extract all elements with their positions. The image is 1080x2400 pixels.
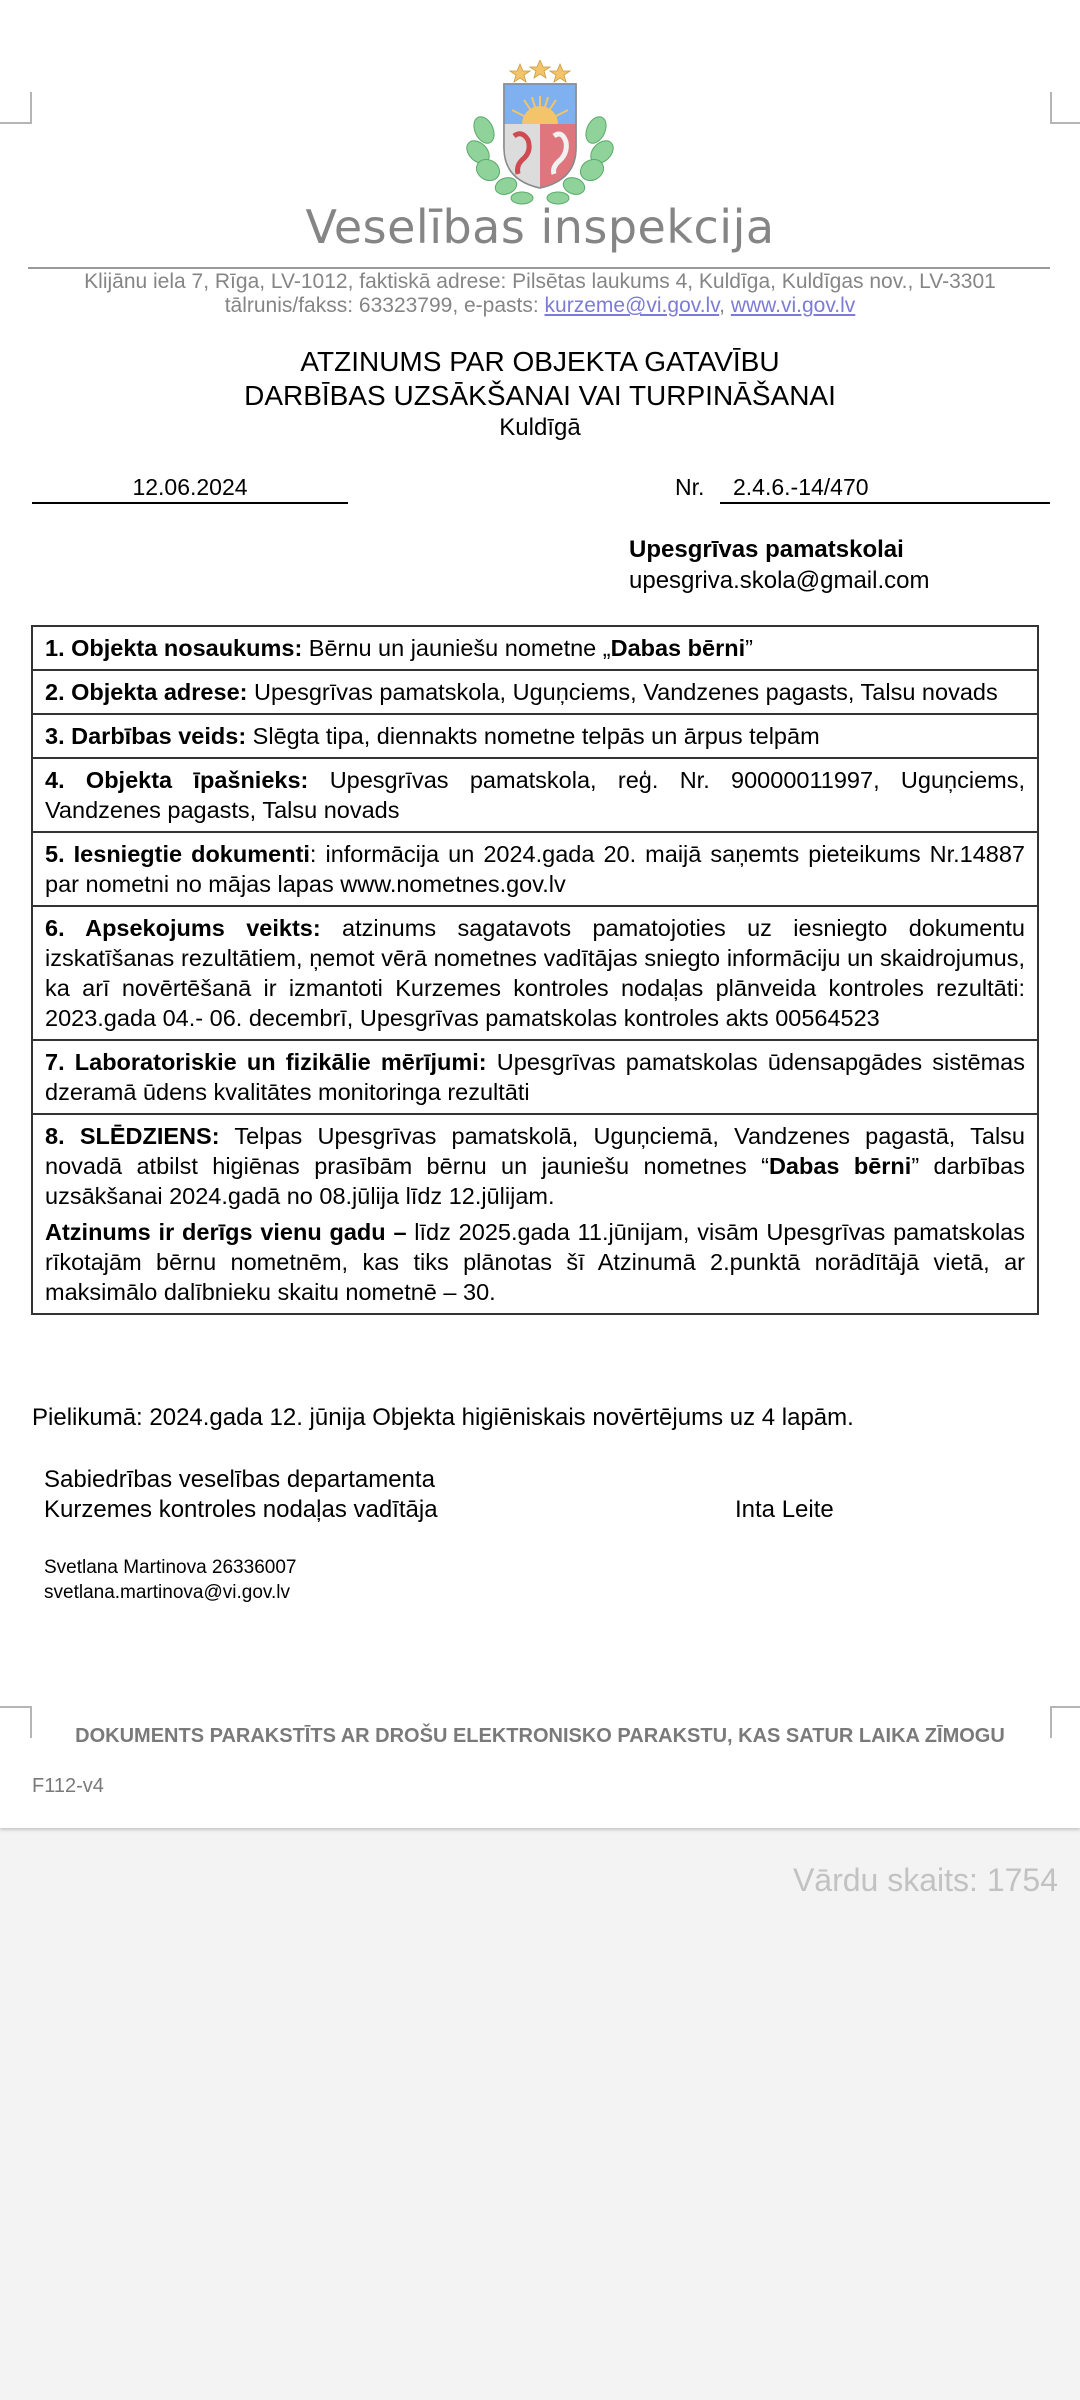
- item-text-tail: ” darbības uzsākšanai 2024.gadā no 08.jūlija līdz 12.jūlijam.: [45, 1153, 1025, 1209]
- item-label: 6. Apsekojums veikts:: [45, 915, 321, 941]
- item-label: 3. Darbības veids:: [45, 723, 247, 749]
- item-object-address: [33, 669, 1037, 713]
- number-underline: [720, 502, 1050, 504]
- address-line: Klijānu iela 7, Rīga, LV-1012, faktiskā adrese: Pilsētas laukums 4, Kuldīga, Kuldīgas nov., LV-3301: [84, 270, 996, 293]
- camp-name: Dabas bērni: [610, 635, 746, 661]
- item-text: Upesgrīvas pamatskolas ūdensapgādes sistēmas dzeramā ūdens kvalitātes monitoringa rezultāti: [45, 1049, 1025, 1105]
- document-title-line-1: ATZINUMS PAR OBJEKTA GATAVĪBU: [300, 346, 780, 377]
- item-text-tail: ”: [745, 635, 753, 661]
- annex-note: Pielikumā: 2024.gada 12. jūnija Objekta higiēniskais novērtējums uz 4 lapām.: [32, 1404, 854, 1431]
- electronic-signature-note: DOKUMENTS PARAKSTĪTS AR DROŠU ELEKTRONISKO PARAKSTU, KAS SATUR LAIKA ZĪMOGU: [75, 1725, 1005, 1747]
- organization-name: Veselības inspekcija: [305, 200, 775, 254]
- item-label: 7. Laboratoriskie un fizikālie mērījumi:: [45, 1049, 487, 1075]
- number-label: Nr.: [675, 474, 705, 500]
- recipient-email: upesgriva.skola@gmail.com: [629, 567, 930, 594]
- item-text: Upesgrīvas pamatskola, Uguņciems, Vandzenes pagasts, Talsu novads: [247, 679, 998, 705]
- contact-person-email: svetlana.martinova@vi.gov.lv: [44, 1582, 290, 1603]
- item-text: atzinums sagatavots pamatojoties uz iesniegto dokumentu izskatīšanas rezultātiem, ņemot vērā nometnes vadītājas sniegto informāciju un skaidrojumus, ka arī novērtēšanā ir izmantoti Kurzemes kontroles nodaļas plānveida kontroles rezultāti: 2023.gada 04.- 06. decembrī, Upesgrīvas pamatskolas kontroles akts 00564523: [45, 915, 1025, 1031]
- item-text: Telpas Upesgrīvas pamatskolā, Uguņciemā, Vandzenes pagastā, Talsu novadā atbilst higiēnas prasībām bērnu un jauniešu nometnes “: [45, 1123, 1025, 1179]
- contact-line: [0, 294, 1080, 318]
- signer-position-line-1: Sabiedrības veselības departamenta: [44, 1466, 435, 1493]
- item-text: : informācija un 2024.gada 20. maijā saņemts pieteikums Nr.14887 par nometni no mājas lapas www.nometnes.gov.lv: [45, 841, 1025, 897]
- item-label: 4. Objekta īpašnieks:: [45, 767, 309, 793]
- crop-mark-top-left: [0, 92, 32, 124]
- item-object-name: [33, 627, 1037, 669]
- item-activity-type: [33, 713, 1037, 757]
- recipient-name: Upesgrīvas pamatskolai: [629, 536, 904, 563]
- item-text: Upesgrīvas pamatskola, reģ. Nr. 90000011997, Uguņciems, Vandzenes pagasts, Talsu novads: [45, 767, 1025, 823]
- document-date: 12.06.2024: [132, 474, 248, 500]
- item-text: Slēgta tipa, diennakts nometne telpās un ārpus telpām: [246, 723, 820, 749]
- item-object-owner: [33, 757, 1037, 831]
- latvian-coat-of-arms-icon: [462, 60, 618, 210]
- document-number: 2.4.6.-14/470: [733, 474, 869, 500]
- header-divider: [28, 267, 1050, 269]
- signer-position-line-2: Kurzemes kontroles nodaļas vadītāja: [44, 1496, 438, 1523]
- form-code: F112-v4: [32, 1775, 104, 1797]
- findings-table: [31, 625, 1039, 1315]
- item-text: Bērnu un jauniešu nometne „: [302, 635, 611, 661]
- recipient-block: [629, 534, 929, 596]
- website-link[interactable]: www.vi.gov.lv: [730, 294, 856, 317]
- camp-name: Dabas bērni: [768, 1153, 912, 1179]
- email-link[interactable]: kurzeme@vi.gov.lv: [544, 294, 720, 317]
- signer-name: Inta Leite: [735, 1496, 834, 1523]
- document-place: Kuldīgā: [499, 414, 581, 441]
- item-inspection: [33, 905, 1037, 1039]
- item-conclusion: [33, 1113, 1037, 1313]
- document-title-line-2: DARBĪBAS UZSĀKŠANAI VAI TURPINĀŠANAI: [244, 380, 836, 411]
- item-label: 1. Objekta nosaukums:: [45, 635, 303, 661]
- contact-person: Svetlana Martinova 26336007: [44, 1557, 297, 1578]
- validity-label: Atzinums ir derīgs vienu gadu –: [45, 1219, 407, 1245]
- item-label: 5. Iesniegtie dokumenti: [45, 841, 310, 867]
- item-label: 2. Objekta adrese:: [45, 679, 248, 705]
- word-count-status: Vārdu skaits: 1754: [792, 1862, 1058, 1898]
- date-underline: [32, 502, 348, 504]
- validity-text: līdz 2025.gada 11.jūnijam, visām Upesgrīvas pamatskolas rīkotajām bērnu nometnēm, kas tiks plānotas šī Atzinumā 2.punktā norādītājā vietā, ar maksimālo dalībnieku skaitu nometnē – 30.: [45, 1219, 1025, 1305]
- item-lab-measurements: [33, 1039, 1037, 1113]
- item-label: 8. SLĒDZIENS:: [45, 1123, 220, 1149]
- link-separator: ,: [719, 294, 731, 317]
- crop-mark-top-right: [1050, 92, 1080, 124]
- item-submitted-documents: [33, 831, 1037, 905]
- phone-text: tālrunis/fakss: 63323799, e-pasts:: [224, 294, 545, 317]
